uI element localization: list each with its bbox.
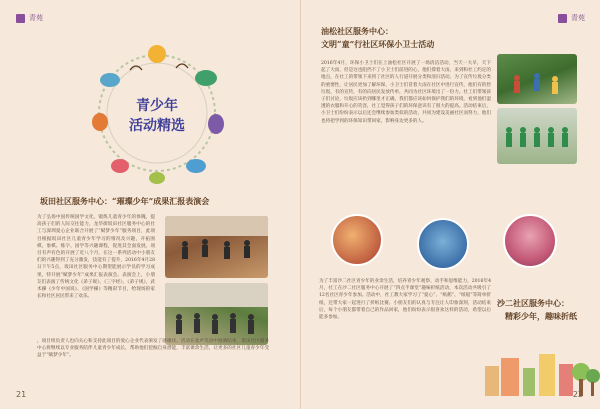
badge-line2: 活动精选 [129, 118, 185, 134]
section2-title-line2: 精彩少年，趣味折纸 [505, 311, 577, 321]
section1-body: 2016年4月，环保小卫士们在上油松社区开展了一场清洁活动，当天一大早，天下起了大雨，但是这也阻挡不了小卫士们前进的心，他们撑着大雨，来到和社工约定的地点，在社工的带领下来到了社区的人行道开展分类和清扫活动。为了宣传垃圾分类的重要性，让居民更加了解环保，小卫士们冒着大雨在社区中进行宣传，他们有的捡垃圾，有的宣传，有的向居民发放传单，共同为社区环境出了一份力。社工们带领孩子们讨论，垃圾应该扔到哪里才正确，我们都应该如何保护我们的环境，看到他们湿透的衣服和开心的笑容，社工觉得孩子们的环保意识有了很大的提高。活动结束后，小卫士们纷纷表示以后还会继续参加类似的活动，共同为建设美丽社区而努力，他们也将把学到的环保知识带回家，影响身边更多的人。 [321, 61, 491, 124]
section2-title-line1: 沙二社区服务中心： [497, 298, 569, 308]
photo-performance-2 [165, 283, 268, 345]
photo-circle-1 [331, 214, 383, 266]
section2-body: 为了丰富沙二社区青少年的业余生活，培养青少年观察、动手和思维能力，2016年4月，社工在沙二社区服务中心开展了“四点半课堂”趣味折纸活动，本次活动共吸引了12名社区青少年参加。活动中，社工教大家学习了“爱心”、“纸鹤”、“纸船”等简单折纸，还带大家一起进行了折纸比赛。小朋友们的认真与专注让人印象深刻，活动结束后，每个小朋友都带着自己的作品回家，他们纷纷表示很喜欢这样的活动，希望以后能多参加。 [319, 279, 491, 321]
brand-icon [558, 14, 567, 23]
section1-title-line1: 油松社区服务中心： [321, 26, 393, 36]
photo-circle-3 [503, 214, 557, 268]
photo-circle-2 [417, 218, 469, 270]
page-number-left: 21 [16, 390, 27, 399]
decorative-city-illustration [477, 346, 600, 396]
brand-label: 青苑 [29, 14, 43, 22]
photo-cleanup-1 [497, 54, 577, 104]
right-page [300, 0, 600, 409]
photo-cleanup-2 [497, 108, 577, 164]
body-text-bottom: ，项目组负责人也向关心和支持此项目的爱心企业代表颁发了感谢状。活动在欢声笑语中圆满结束，坂田社区服务中心将继续以专业服务陪伴儿童青少年成长，帮助他们挖掘自身潜能，丰富课余生活，让更多的社区儿童青少年受益于“赋梦少年”。 [37, 339, 269, 359]
page-number-right: 22 [572, 390, 583, 399]
brand-right [558, 13, 585, 23]
badge-line1: 青少年 [136, 98, 178, 114]
brand-icon [16, 14, 25, 23]
sun-icon [148, 45, 166, 63]
brand-label: 青苑 [571, 14, 585, 22]
activity-badge [84, 40, 230, 186]
section-title-tiantian: 坂田社区服务中心：“璀璨少年”成果汇报表演会 [40, 196, 210, 206]
body-text-top: 为了弘扬中国传统国学文化，锻炼儿童青少年的体魄，提高孩子们的人际交往能力，龙华街坂田社区服务中心的社工与深圳爱心企业联合开展了“赋梦少年”服务项目，此项目根据坂田社区儿童青少年学习的情况及兴趣，开拓围棋、象棋、练字、国学等兴趣课程，促进其全面发展。项目有声有色的开展了近八个月，在这一系列活动中小朋友们的兴趣得到了充分激发，技能有了提升，2016年4月28日下午5点，坂田社区服务中心期望能展示学员的学习成果，特开展“赋梦少年”成果汇报表演会。表演会上，小朋友们表演了传统文化《弟子规》、《三字经》、《弟子规》，武术操《少年中国说》、《国学操》等精彩节目，给现场的家长和社区居民带来了欢乐。 [37, 215, 155, 300]
brand-left [16, 13, 43, 23]
photo-performance-1 [165, 216, 268, 278]
section1-title-line2: 文明“童”行社区环保小卫士活动 [321, 39, 435, 49]
